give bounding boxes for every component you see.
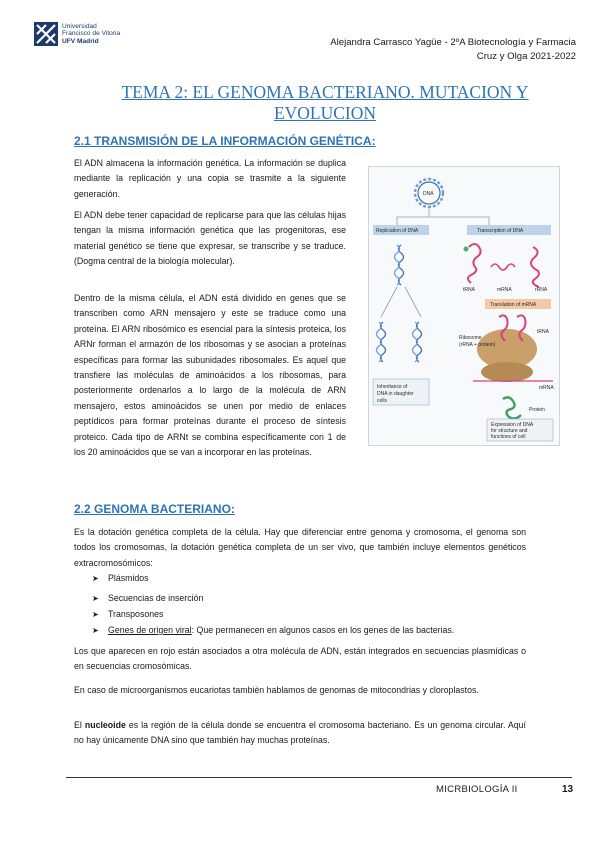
logo-line-1: Universidad	[62, 23, 97, 31]
mrna-icon	[491, 264, 515, 270]
central-dogma-figure	[368, 166, 560, 446]
logo-line-2: Francisco de Vitoria	[62, 30, 121, 38]
label-expression-1: Expression of DNA	[491, 422, 534, 428]
section-1-heading: 2.1 TRANSMISIÓN DE LA INFORMACIÓN GENÉTICA:	[74, 134, 376, 148]
nucleoid-term: nucleoide	[84, 720, 126, 730]
arrow-bullet-icon: ➤	[92, 594, 99, 603]
label-replication: Replication of DNA	[376, 228, 419, 234]
label-mrna-2: mRNA	[539, 385, 554, 391]
label-transcription: Transcription of DNA	[477, 228, 524, 234]
label-trna: tRNA	[463, 287, 475, 293]
arrow-bullet-icon: ➤	[92, 626, 99, 635]
arrow-bullet-icon: ➤	[92, 610, 99, 619]
list-item: ➤ Plásmidos	[92, 573, 149, 583]
central-dogma-diagram	[369, 167, 559, 445]
university-logo	[34, 22, 120, 46]
section-1-paragraph-3: Dentro de la misma célula, el ADN está dividido en genes que se transcriben como ARN mensajero y este se traduce como una proteína. El ARN ribosómico es esencial para la síntesis proteica, los ARNr forman el armazón de los ribosomas y se asocian a proteínas específicas para formar las subunidades ribosomales. Es aquel que transfiere las moléculas de aminoácidos a los ribosomas, para posteriormente ordenarlos a lo largo de la molécula de ARN mensajero, estos aminoácidos se unen por medio de enlaces peptídicos para formar proteínas durante el proceso de síntesis proteico. Cada tipo de ARNt se combina específicamente con 1 de los 20 aminoácidos que se van a incorporar en las proteínas.	[74, 293, 346, 458]
footer-course: MICRBIOLOGÍA II	[436, 784, 518, 795]
label-ribosome: Ribosome	[459, 335, 482, 341]
label-dna: DNA	[423, 191, 434, 197]
list-item: ➤ Transposones	[92, 609, 164, 619]
section-1-paragraph-2: El ADN debe tener capacidad de replicarse para que las células hijas tengan la misma información genética que las progenitoras, ese material genético se tiene que expresar, se transcribe y se traduce. (Dogma central de la biología molecular).	[74, 210, 346, 267]
label-ribosome-sub: (rRNA + protein)	[459, 342, 496, 348]
label-protein: Protein	[529, 407, 545, 413]
section-2-paragraph-4: El nucleoide es la región de la célula donde se encuentra el cromosoma bacteriano. Es un genoma circular. Aquí no hay únicamente DNA sino que también hay muchas proteínas.	[74, 720, 526, 746]
logo-line-3: UFV Madrid	[62, 37, 99, 45]
protein-icon	[503, 397, 521, 418]
logo-text	[62, 23, 120, 45]
list-item: ➤ Secuencias de inserción	[92, 593, 204, 603]
footer-divider	[66, 777, 572, 778]
label-expression-2: for structure and	[491, 428, 528, 434]
label-mrna: mRNA	[497, 287, 512, 293]
label-rrna: rRNA	[535, 287, 548, 293]
viral-genes-label: Genes de origen viral	[108, 625, 192, 635]
date-line: Cruz y Olga 2021-2022	[476, 51, 576, 62]
section-2-heading: 2.2 GENOMA BACTERIANO:	[74, 502, 235, 516]
section-2-paragraph-2: Los que aparecen en rojo están asociados a otra molécula de ADN, están integrados en secuencias plasmídicas o en secuencias cromosómicas.	[74, 646, 526, 672]
section-2-paragraph-3: En caso de microorganismos eucariotas también hablamos de genomas de mitocondrias y cloroplastos.	[74, 685, 479, 695]
label-inheritance-3: cells	[377, 398, 388, 404]
label-trna-2: tRNA	[537, 329, 549, 335]
page-title: TEMA 2: EL GENOMA BACTERIANO. MUTACION Y EVOLUCION	[121, 82, 529, 123]
section-1-paragraph-1: El ADN almacena la información genética. La información se duplica mediante la replicación y una copia se trasmite a la siguiente generación.	[74, 158, 346, 199]
label-inheritance-2: DNA in daughter	[377, 391, 414, 397]
ufv-logo-icon	[34, 22, 58, 46]
viral-genes-text: : Que permanecen en algunos casos en los genes de las bacterias.	[191, 625, 455, 635]
page-number: 13	[562, 784, 574, 795]
trna-icon	[468, 244, 481, 283]
label-inheritance-1: Inheritance of	[377, 384, 408, 390]
label-translation: Translation of mRNA	[490, 302, 537, 308]
list-item	[92, 625, 454, 635]
arrow-bullet-icon: ➤	[92, 574, 99, 583]
label-expression-3: functions of cell	[491, 434, 526, 440]
page-header	[330, 36, 576, 64]
ribosome-small-icon	[481, 362, 533, 382]
rrna-icon	[531, 247, 539, 287]
author-line: Alejandra Carrasco Yagüe - 2ºA Biotecnología y Farmacia	[330, 37, 576, 48]
section-2-paragraph-1: Es la dotación genética completa de la célula. Hay que diferenciar entre genoma y cromosoma, el genoma son todos los cromosomas, la dotación genética completa de un ser vivo, que también incluye elementos genéticos extracromosómicos:	[74, 527, 526, 568]
